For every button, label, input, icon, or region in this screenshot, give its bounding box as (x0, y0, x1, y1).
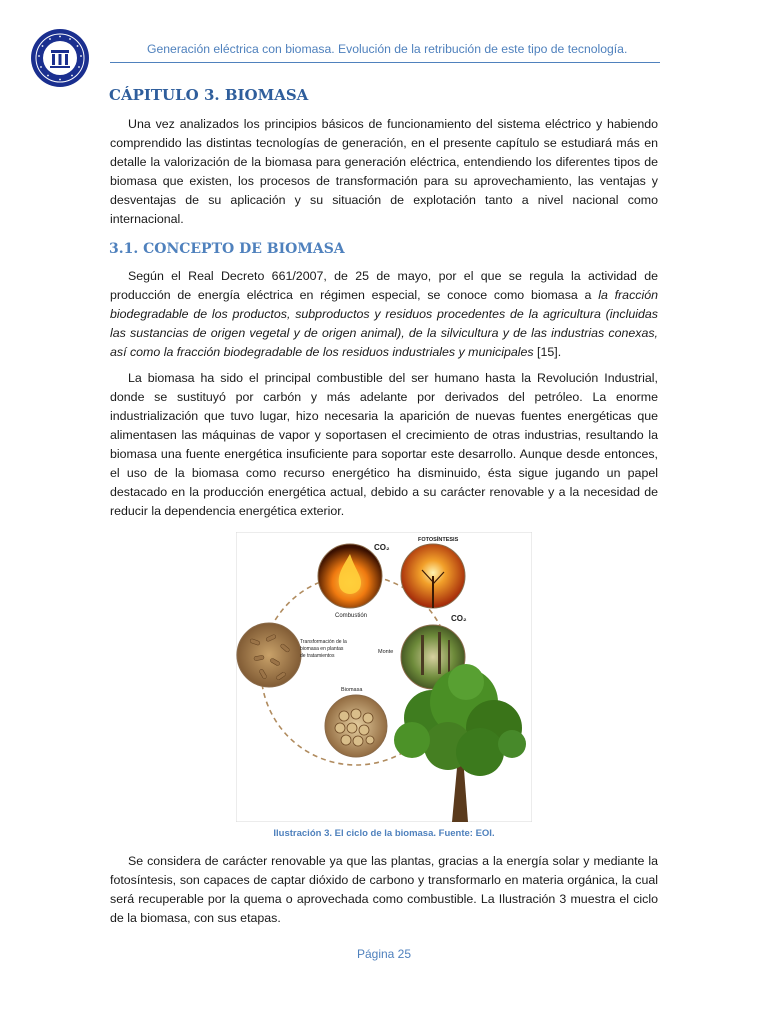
figure-caption: Ilustración 3. El ciclo de la biomasa. Fuente: EOI. (273, 828, 495, 839)
chapter-title: CÁPITULO 3. BIOMASA (109, 86, 309, 104)
combustion-label: Combustión (335, 613, 368, 619)
citation: [15]. (533, 345, 562, 359)
intro-paragraph: Una vez analizados los principios básicos de funcionamiento del sistema eléctrico y habiendo comprendido las distintas tecnologías de generación, en el presente capítulo se estudiará más en detalle la valorización de la biomasa para generación eléctrica, entendiendo los diferentes tipos de biomasa que existen, los procesos de transformación para su aprovechamiento, las ventajas y desventajas de su aplicación y su situación de explotación tanto a nivel nacional como internacional. (110, 117, 658, 226)
photosynthesis-stage (401, 544, 465, 608)
photosynthesis-label: FOTOSÍNTESIS (418, 537, 459, 543)
transformation-label-line1: Transformación de la (300, 639, 347, 645)
biomass-label: Biomasa (341, 687, 363, 693)
transformation-label-line2: biomasa en plantas (300, 646, 344, 652)
pellet-stage (237, 623, 301, 687)
definition-paragraph (110, 267, 658, 362)
header-divider (110, 62, 660, 63)
combustion-stage (318, 544, 382, 608)
definition-quote: la fracción biodegradable de los productos, subproductos y residuos procedentes de la agricultura (incluidas las sustancias de origen vegetal y de origen animal), de la silvicultura y de las industrias conexas, así como la fracción biodegradable de los residuos industriales y municipales (110, 288, 658, 359)
forest-label: Monte (378, 649, 394, 655)
co2-label-right: CO₂ (451, 614, 467, 623)
transformation-label-line3: de tratamientos (300, 653, 335, 659)
university-seal-logo (30, 28, 90, 88)
closing-paragraph: Se considera de carácter renovable ya que las plantas, gracias a la energía solar y mediante la fotosíntesis, son capaces de captar dióxido de carbono y transformarlo en materia orgánica, la cual será recuperable por la quema o aprovechada como combustible. La Ilustración 3 muestra el ciclo de la biomasa, con sus etapas. (110, 854, 658, 925)
page-number: Página 25 (356, 947, 412, 961)
co2-label-top: CO₂ (374, 543, 390, 552)
history-paragraph: La biomasa ha sido el principal combustible del ser humano hasta la Revolución Industrial, donde se sustituyó por carbón y más adelante por derivados del petróleo. La enorme industrialización que tuvo lugar, hizo necesaria la aparición de nuevas fuentes energéticas que alimentasen las máquinas de vapor y soportasen el crecimiento de otras industrias, resultando la biomasa una fuente energética insuficiente para soportar este desarrollo. Aunque desde entonces, el uso de la biomasa como recurso energético ha disminuido, ésta sigue jugando un papel destacado en la producción energética actual, debido a su carácter renovable y a la necesidad de reducir la dependencia energética exterior. (110, 371, 658, 518)
section-title: 3.1. CONCEPTO DE BIOMASA (109, 241, 345, 257)
biomass-cycle-figure (236, 532, 532, 822)
definition-lead: Según el Real Decreto 661/2007, de 25 de mayo, por el que se regula la actividad de producción de energía eléctrica en régimen especial, se conoce como biomasa a (110, 269, 658, 302)
running-header: Generación eléctrica con biomasa. Evolución de la retribución de este tipo de tecnología. (147, 42, 628, 56)
biomass-wood-stage (325, 695, 387, 757)
